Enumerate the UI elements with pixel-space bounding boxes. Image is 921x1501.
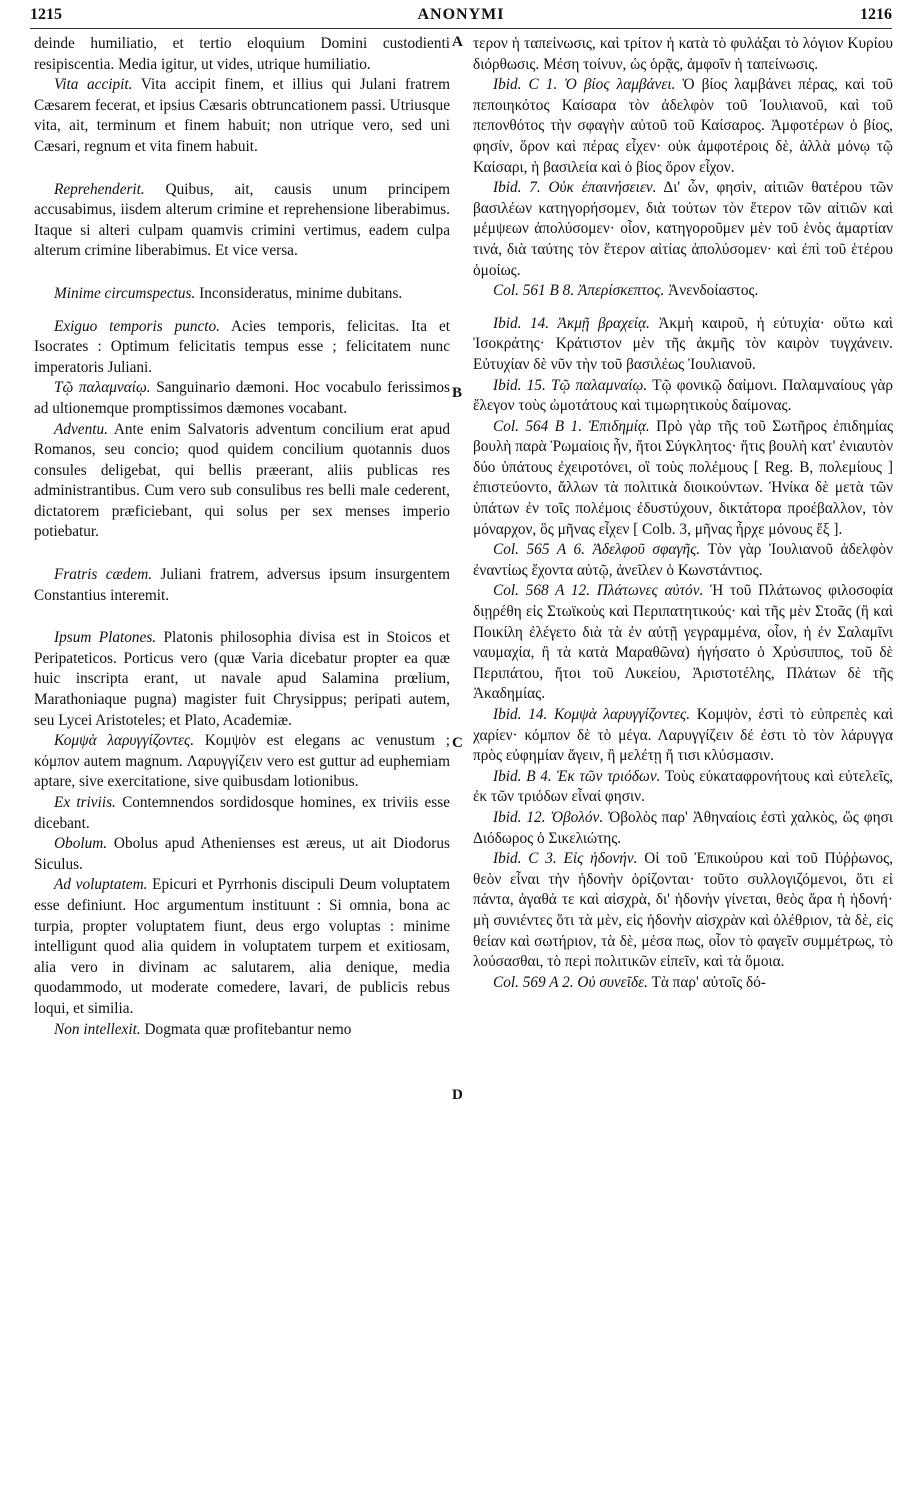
margin-marker-c: C: [452, 735, 463, 751]
note-text: Sanguinario dæmoni. Hoc vocabulo ferissimos ad ultionemque promptissimos dæmones vocabant.: [34, 379, 451, 417]
margin-marker-b: B: [452, 385, 463, 401]
note-lemma: Ibid. C 1. Ὁ βίος λαμβάνει.: [493, 76, 676, 94]
note-text: Ante enim Salvatoris adventum concilium erat apud Romanos, seu concio; quod quidem concilium quotannis duos consules deligebat, qui bellis præerant, aliis publicas res administrantibus. Cum vero sub consulibus res belli male cederent, dictatorem præficiebant, qui solus per sex menses imperio potiebatur.: [34, 420, 450, 541]
note-paragraph: [473, 808, 893, 849]
note-lemma: Minime circumspectus.: [54, 284, 196, 302]
note-lemma: Ibid. B 4. Ἐκ τῶν τριόδων.: [493, 767, 661, 785]
note-text: Οἱ τοῦ Ἐπικούρου καὶ τοῦ Πύῤῥωνος, θεὸν εἶναι τὴν ἡδονὴν ὁρίζονται· τοῦτο συλλογιζόμενοι, ὅτι εἰ πάντα, ἀγαθά τε καὶ αἰσχρὰ, δι' ἡδονὴν γίνεται, θεὸς ἄρα ἡ ἡδονή· μὴ συνιέντες ὅτι τὰ μὲν, εἰς ἡδονὴν αἰσχρὰν καὶ ὀλέθριον, τὰ δὲ, εἰς θείαν καὶ σωτήριον, τὰ δὲ, μέσα πως, οἷον τὸ φαγεῖν συμμέτρως, τὸ λούσασθαι, τὸ περὶ πολιτικῶν εἰπεῖν, καὶ τὰ ὅμοια.: [473, 850, 893, 971]
note-paragraph: [34, 731, 450, 793]
note-lemma: Exiguo temporis puncto.: [54, 317, 221, 335]
note-text: Inconsideratus, minime dubitans.: [199, 284, 403, 302]
note-paragraph: [473, 767, 893, 808]
note-lemma: Ad voluptatem.: [54, 876, 148, 894]
note-paragraph: [34, 34, 450, 75]
note-lemma: Col. 565 A 6. Ἀδελφοῦ σφαγῆς.: [493, 541, 701, 559]
note-lemma: Col. 569 A 2. Οὐ συνεῖδε.: [493, 973, 648, 991]
note-paragraph: [34, 378, 450, 419]
note-paragraph: [473, 540, 893, 581]
note-paragraph: [34, 420, 450, 544]
note-lemma: Col. 568 A 12. Πλάτωνες αὐτόν.: [493, 582, 704, 600]
note-lemma: Ibid. 7. Οὐκ ἐπαινήσειεν.: [493, 179, 657, 197]
note-text: Δι' ὧν, φησὶν, αἰτιῶν θατέρου τῶν βασιλέων κατηγορήσομεν, διὰ τούτων τὸν ἕτερον τῶν αἰτιῶν καὶ μέμψεων ἀπολύσομεν· οἷον, κατηγοροῦμεν μὲν τοῦ ἑνὸς ἁμαρτίαν τινά, διὰ ταύτης τὸν ἕτερον αἰτίας ἀπολύσομεν· καὶ ἐπὶ τοῦ ἑτέρου ὁμοίως.: [473, 179, 893, 279]
note-paragraph: [34, 180, 450, 262]
note-text: Obolus apud Athenienses est æreus, ut ait Diodorus Siculus.: [34, 835, 450, 873]
note-text: Ἀκμὴ καιροῦ, ἡ εὐτυχία· οὕτω καὶ Ἰσοκράτης· Κράτιστον μὲν τῆς ἀκμῆς τὸν καιρὸν τυγχάνειν. Εὐτυχίαν δὲ νῦν τὴν τοῦ βασιλέως Ἰουλιανοῦ.: [473, 314, 893, 373]
note-text: Contemnendos sordidosque homines, ex triviis esse dicebant.: [34, 794, 451, 832]
note-paragraph: [473, 973, 893, 994]
note-lemma: Ibid. 14. Κομψὰ λαρυγγίζοντες.: [493, 706, 691, 723]
note-lemma: Ipsum Platones.: [54, 629, 157, 647]
note-lemma: Ibid. 14. Ἀκμῇ βραχείᾳ.: [493, 314, 650, 332]
note-lemma: Adventu.: [54, 420, 108, 438]
note-paragraph: [473, 178, 893, 281]
note-text: Τῷ φονικῷ δαίμονι. Παλαμναίους γὰρ ἔλεγον τοὺς ὠμοτάτους καὶ τιμωρητικοὺς δαίμονας.: [473, 376, 893, 415]
header-rule: [30, 28, 892, 29]
note-lemma: Fratris cædem.: [54, 566, 153, 584]
note-text: Vita accipit finem, et illius qui Julani fratrem Cæsarem fecerat, et ipsius Cæsaris obtruncationem passi. Utriusque vita, ait, terminum et finem habuit; non utrique vero, sed uni Cæsari, regnum et vita finem habuit.: [34, 76, 450, 155]
note-text: Quibus, ait, causis unum principem accusabimus, iisdem alterum crimine et reprehensione liberabimus. Itaque si alteri culpam quamvis crimini vertimus, eadem culpa alterum crimine liberabimus. Et vice versa.: [34, 180, 450, 260]
note-lemma: Ibid. 15. Τῷ παλαμναίῳ.: [493, 376, 648, 394]
note-text: Τὰ παρ' αὐτοῖς δό-: [651, 973, 766, 991]
note-paragraph: [34, 1020, 450, 1041]
page-number-left: 1215: [30, 6, 62, 23]
note-paragraph: [473, 75, 893, 178]
note-text: Dogmata quæ profitebantur nemo: [144, 1020, 352, 1038]
note-paragraph: [473, 581, 893, 705]
note-text: Κομψὸν, ἐστὶ τὸ εὐπρεπὲς καὶ χαρίεν· κόμπον δὲ τὸ μέγα. Λαρυγγίζειν δέ ἐστι τὸ τὸν λάρυγγα πρὸς εὐφημίαν ἄγειν, ἢ μελέτῃ ἤ τισι κλύσμασιν.: [473, 706, 894, 765]
note-text: deinde humiliatio, et tertio eloquium Domini custodienti resipiscentia. Media igitur, ut vides, utrique humiliatio.: [34, 35, 450, 73]
greek-column: [473, 34, 893, 993]
note-text: τερον ἡ ταπείνωσις, καὶ τρίτον ἡ κατὰ τὸ φυλάξαι τὸ λόγιον Κυρίου διόρθωσις. Μέση τοίνυν, ὡς ὁρᾷς, ἀμφοῖν ἡ ταπείνωσις.: [473, 35, 893, 73]
margin-marker-a: A: [452, 34, 463, 50]
note-text: Πρὸ γὰρ τῆς τοῦ Σωτῆρος ἐπιδημίας βουλὴ παρὰ Ῥωμαίοις ἦν, ἤτοι Σύγκλητος· ἥτις βουλὴ κατ' ἐνιαυτὸν δύο ὑπάτους ἐχειροτόνει, οἳ τοὺς πολέμους [ Reg. B, πολεμίους ] ἐπιστεύοντο, ἄλλων τὰ πολιτικὰ διοικούντων. Ἡνίκα δὲ μετὰ τῶν ὑπάτων ἐν τοῖς πολέμοις ἐδυστύχουν, δικτάτορα προέβαλλον, τὸν μόναρχον, ὃς μῆνας εἶχεν [ Colb. 3, μῆνας ἦρχε μόνους ἕξ ].: [473, 417, 894, 538]
note-text: Ὁ βίος λαμβάνει πέρας, καὶ τοῦ πεποιηκότος Καίσαρα τὸν ἀδελφὸν τοῦ Ἰουλιανοῦ, καὶ τοῦ πεπονθότος τὴν σφαγὴν αὐτοῦ τοῦ Καίσαρος. Ἀμφοτέρων ὁ βίος, φησίν, ὅρον καὶ πέρας εἶχεν· οὐκ ἀμφοτέροις δὲ, ἀλλὰ μόνῳ τῷ Καίσαρι, ἡ βασιλεία καὶ ὁ βίος ὅρον εἶχον.: [473, 76, 894, 176]
note-paragraph: [473, 34, 893, 75]
note-text: Ἡ τοῦ Πλάτωνος φιλοσοφία διῃρέθη εἰς Στωϊκοὺς καὶ Περιπατητικούς· καὶ τῆς μὲν Στοᾶς (ἢ καὶ Ποικίλη ἐλέγετο διὰ τὰ ἐν αὐτῇ γεγραμμένα, οἷον, ἡ ἐν Σαλαμῖνι ναυμαχία, ἢ τὰ κατὰ Μαραθῶνα) ἡγήσατο ὁ Χρύσιππος, τοῦ δὲ Περιπάτου, ἤτοι τοῦ Λυκείου, Ἀριστοτέλης, Πλάτων δὲ τῆς Ἀκαδημίας.: [473, 582, 893, 703]
running-title: ANONYMI: [417, 6, 505, 23]
note-lemma: Ex triviis.: [54, 794, 116, 811]
note-paragraph: [34, 75, 450, 157]
note-lemma: Vita accipit.: [54, 76, 133, 94]
note-text: Acies temporis, felicitas. Ita et Isocrates : Optimum felicitatis tempus esse ; felicitatem nunc imperatoris Juliani.: [34, 317, 450, 376]
note-lemma: Col. 564 B 1. Ἐπιδημίᾳ.: [493, 417, 650, 435]
latin-column: [34, 34, 450, 1040]
note-lemma: Ibid. C 3. Εἰς ἡδονήν.: [493, 850, 638, 868]
note-paragraph: [34, 793, 450, 834]
note-paragraph: [473, 376, 893, 417]
note-paragraph: [473, 281, 893, 302]
note-text: Ὀβολὸς παρ' Ἀθηναίοις ἐστὶ χαλκὸς, ὥς φησι Διόδωρος ὁ Σικελιώτης.: [473, 808, 893, 847]
page-number-right: 1216: [860, 6, 892, 23]
note-lemma: Col. 561 B 8. Ἀπερίσκεπτος.: [493, 282, 665, 300]
note-lemma: Obolum.: [54, 835, 108, 853]
note-text: Ἀνενδοίαστος.: [668, 282, 759, 300]
note-paragraph: [34, 565, 450, 606]
note-text: Platonis philosophia divisa est in Stoicos et Peripateticos. Porticus vero (quæ Varia dicebatur propter ea quæ huic inscripta erant, ut navale apud Salamina prœlium, Marathoniaque pugna) magister fuit Chrysippus; peripati autem, seu Lycei Aristoteles; et Plato, Academiæ.: [34, 629, 451, 729]
margin-marker-d: D: [452, 1087, 463, 1103]
note-lemma: Κομψὰ λαρυγγίζοντες.: [54, 732, 195, 750]
note-text: Κομψὸν est elegans ac venustum ; κόμπον autem magnum. Λαρυγγίζειν vero est guttur ad euphemiam aptare, sive exercitatione, sive quibusdam lotionibus.: [34, 732, 450, 791]
note-text: Τὸν γὰρ Ἰουλιανοῦ ἀδελφὸν ἐναντίως ἔχοντα αὐτῷ, ἀνεῖλεν ὁ Κωνστάντιος.: [473, 541, 893, 579]
note-paragraph: [34, 284, 450, 305]
note-lemma: Ibid. 12. Ὀβολόν.: [493, 808, 604, 826]
note-paragraph: [34, 628, 450, 731]
note-paragraph: [473, 314, 893, 376]
note-text: Juliani fratrem, adversus ipsum insurgentem Constantius interemit.: [34, 566, 451, 604]
note-lemma: Τῷ παλαμναίῳ.: [54, 379, 151, 397]
note-paragraph: [473, 849, 893, 973]
note-lemma: Non intellexit.: [54, 1020, 141, 1038]
note-paragraph: [34, 317, 450, 379]
note-text: Τοὺς εὐκαταφρονήτους καὶ εὐτελεῖς, ἐκ τῶν τριόδων εἶναί φησιν.: [473, 767, 893, 806]
running-header: [30, 2, 892, 28]
note-lemma: Reprehenderit.: [54, 180, 145, 198]
note-text: Epicuri et Pyrrhonis discipuli Deum voluptatem esse definiunt. Hoc argumentum instituunt : Si omnia, bona ac turpia, propter voluptatem fiunt, deus ergo voluptas : minime intelligunt quod alia quidem in voluptatem turpem et exitiosam, alia vero in divinam ac salutarem, alia denique, media quodammodo, ut moderate comedere, lavari, de publicis rebus loqui, et similia.: [34, 876, 450, 1017]
note-paragraph: [473, 417, 893, 541]
note-paragraph: [34, 834, 450, 875]
note-paragraph: [473, 705, 893, 767]
note-paragraph: [34, 875, 450, 1019]
